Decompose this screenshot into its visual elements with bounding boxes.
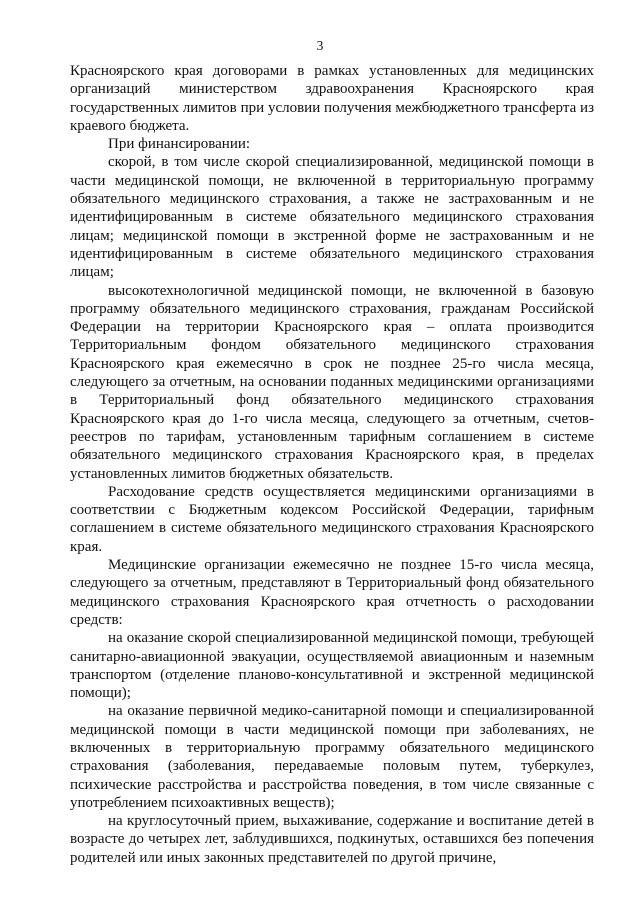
paragraph: Расходование средств осуществляется медицинскими организациями в соответствии с Бюджетным кодексом Российской Федерации, тарифным соглашением в системе обязательного медицинского страхования Красноярского края. xyxy=(70,483,594,555)
paragraph: При финансировании: xyxy=(108,136,251,153)
document-body xyxy=(70,62,594,867)
paragraph: Красноярского края договорами в рамках установленных для медицинских организаций министерством здравоохранения Красноярского края государственных лимитов при условии получения межбюджетного трансферта из краевого бюджета. xyxy=(70,63,594,134)
paragraph: Медицинские организации ежемесячно не позднее 15-го числа месяца, следующего за отчетным, представляют в Территориальный фонд обязательного медицинского страхования Красноярского края отчетность о расходовании средств: xyxy=(70,557,594,628)
paragraph: на оказание первичной медико-санитарной помощи и специализированной медицинской помощи в части медицинской помощи при заболеваниях, не включенных в территориальную программу обязательного медицинского страхования (заболевания, передаваемые половым путем, туберкулез, психические расстройства и расстройства поведения, в том числе связанные с употреблением психоактивных веществ); xyxy=(70,703,594,811)
paragraph: на оказание скорой специализированной медицинской помощи, требующей санитарно-авиационной эвакуации, осуществляемой авиационным и наземным транспортом (отделение планово-консультативной и экстренной медицинской помощи); xyxy=(70,630,594,702)
paragraph: высокотехнологичной медицинской помощи, не включенной в базовую программу обязательного медицинского страхования, гражданам Российской Федерации на территории Красноярского края – оплата производится Территориальным фондом обязательного медицинского страхования Красноярского края ежемесячно в срок не позднее 25-го числа месяца, следующего за отчетным, на основании поданных медицинскими организациями в Территориальный фонд обязательного медицинского страхования Красноярского края до 1-го числа месяца, следующего за отчетным, счетов-реестров по тарифам, установленным тарифным соглашением в системе обязательного медицинского страхования Красноярского края, в пределах установленных лимитов бюджетных обязательств. xyxy=(70,282,594,482)
paragraph: скорой, в том числе скорой специализированной, медицинской помощи в части медицинской помощи, не включенной в территориальную программу обязательного медицинского страхования, а также не застрахованным и не идентифицированным в системе обязательного медицинского страхования лицам; медицинской помощи в экстренной форме не застрахованным и не идентифицированным в системе обязательного медицинского страхования лицам; xyxy=(70,154,594,281)
paragraph: на круглосуточный прием, выхаживание, содержание и воспитание детей в возрасте до четырех лет, заблудившихся, подкинутых, оставшихся без попечения родителей или иных законных представителей по другой причине, xyxy=(70,813,594,866)
page-number: 3 xyxy=(316,38,324,53)
